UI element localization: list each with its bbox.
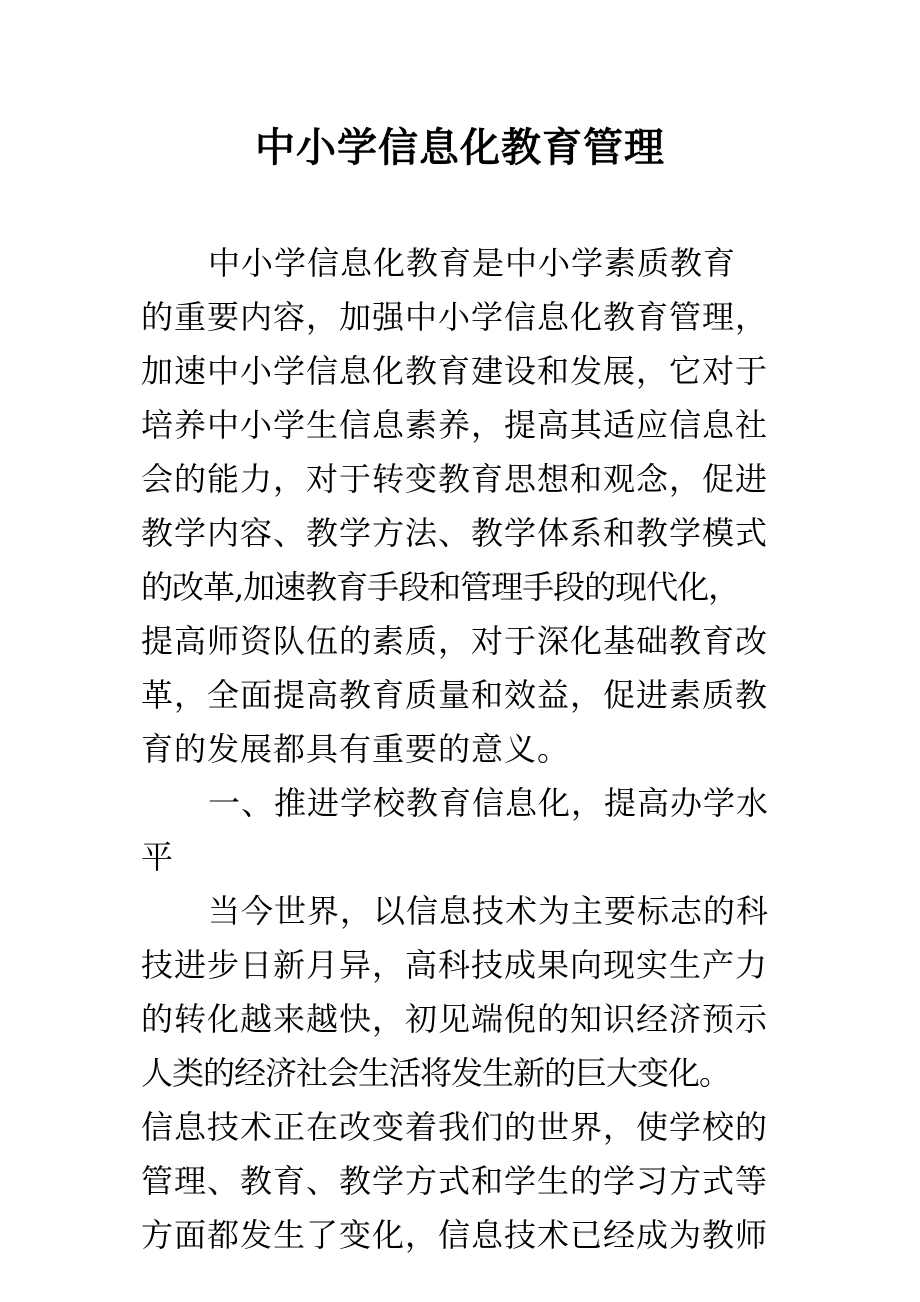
paragraph-line: 培养中小学生信息素养，提高其适应信息社 [141,406,769,444]
paragraph-line: 中小学信息化教育是中小学素质教育 [208,244,737,282]
paragraph-line: 信息技术正在改变着我们的世界，使学校的 [141,1108,769,1146]
paragraph-line: 提高师资队伍的素质，对于深化基础教育改 [141,622,769,660]
paragraph-line: 的改革,加速教育手段和管理手段的现代化， [141,568,740,606]
section-heading-line: 一、推进学校教育信息化，提高办学水 [208,784,770,822]
paragraph-line: 革，全面提高教育质量和效益，促进素质教 [141,676,769,714]
paragraph-line: 育的发展都具有重要的意义。 [141,730,571,768]
paragraph-line: 会的能力，对于转变教育思想和观念，促进 [141,460,769,498]
section-heading-line: 平 [141,838,175,876]
paragraph-line: 人类的经济社会生活将发生新的巨大变化。 [141,1054,731,1092]
document-title: 中小学信息化教育管理 [255,124,665,171]
paragraph-line: 的重要内容，加强中小学信息化教育管理， [141,298,769,336]
paragraph-line: 技进步日新月异，高科技成果向现实生产力 [141,946,769,984]
paragraph-line: 的转化越来越快，初见端倪的知识经济预示 [141,1000,769,1038]
paragraph-line: 当今世界，以信息技术为主要标志的科 [208,892,770,930]
paragraph-line: 教学内容、教学方法、教学体系和教学模式 [141,514,769,552]
document-body [141,236,801,1262]
paragraph-line: 方面都发生了变化，信息技术已经成为教师 [141,1216,769,1254]
paragraph-line: 加速中小学信息化教育建设和发展，它对于 [141,352,769,390]
paragraph-line: 管理、教育、教学方式和学生的学习方式等 [141,1162,769,1200]
